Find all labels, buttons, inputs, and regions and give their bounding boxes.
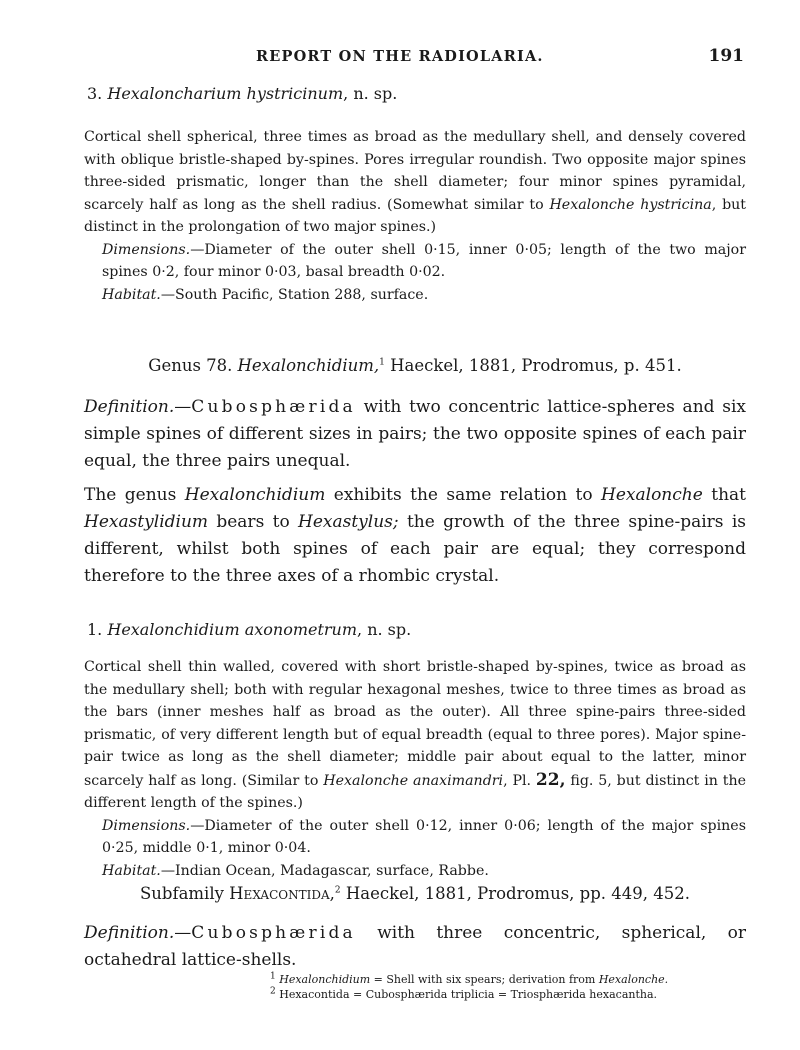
definition-group: Cubosphærida bbox=[191, 923, 356, 943]
species-3-description-text: Cortical shell spherical, three times as broad as the medullary shell, and densely covered with oblique bristle-shaped by-spines. Pores irregular roundish. Two opposite major spines three-sided prismatic, longer than the shell diameter; four minor spines pyramidal, scarcely half as long as the shell radius. (Somewhat similar to bbox=[84, 129, 746, 213]
page-number: 191 bbox=[708, 46, 744, 66]
definition-text: with three concentric, spherical, or octahedral lattice-shells. bbox=[84, 923, 746, 970]
running-head bbox=[84, 46, 744, 72]
subfamily-prefix: Subfamily bbox=[139, 884, 230, 903]
species-3-compare-name: Hexalonche hystricina bbox=[549, 196, 712, 213]
species-3-number: 3. bbox=[87, 84, 103, 103]
habitat-label: Habitat. bbox=[102, 286, 161, 303]
footnote-mark-1: 1 bbox=[379, 357, 385, 368]
species-3-name: Hexaloncharium hystricinum bbox=[107, 84, 344, 103]
para-text-1: The genus bbox=[84, 485, 185, 505]
subfamily-definition bbox=[84, 920, 746, 974]
habitat-text: —South Pacific, Station 288, surface. bbox=[160, 286, 429, 303]
plate-number: 22, bbox=[535, 769, 566, 790]
running-title: REPORT ON THE RADIOLARIA. bbox=[256, 48, 544, 65]
definition-dash: — bbox=[174, 397, 192, 417]
definition-text: with two concentric lattice-spheres and six simple spines of different sizes in pairs; the two opposite spines of each pair equal, the three pairs unequal. bbox=[84, 397, 746, 471]
species-3-heading bbox=[84, 84, 746, 103]
habitat-text: —Indian Ocean, Madagascar, surface, Rabbe. bbox=[160, 862, 489, 879]
para-text-3: that bbox=[702, 485, 746, 505]
subfamily-suffix: Haeckel, 1881, Prodromus, pp. 449, 452. bbox=[340, 884, 691, 903]
footnote-2-mark: 2 bbox=[270, 986, 276, 997]
footnote-2 bbox=[270, 987, 740, 1002]
subfamily-definition-paragraph bbox=[84, 920, 746, 974]
footnote-1-text: = Shell with six spears; derivation from bbox=[370, 973, 599, 986]
para-text-5: the growth of the three spine-pairs is different, whilst both spines of each pair are equal; they correspond therefore to the three axes of a rhombic crystal. bbox=[84, 512, 746, 586]
subfamily-name: Hexacontida, bbox=[229, 884, 335, 903]
genus-name: Hexalonchidium, bbox=[237, 356, 380, 375]
para-text-4: bears to bbox=[208, 512, 299, 532]
footnote-1 bbox=[270, 972, 740, 987]
para-name-3: Hexastylidium bbox=[84, 512, 209, 532]
species-3-habitat bbox=[84, 284, 746, 307]
genus-discussion bbox=[84, 482, 746, 590]
species-1-body bbox=[84, 656, 746, 882]
para-name-4: Hexastylus; bbox=[298, 512, 399, 532]
species-1-name: Hexalonchidium axonometrum bbox=[107, 620, 358, 639]
genus-definition-paragraph bbox=[84, 394, 746, 475]
para-name-2: Hexalonche bbox=[601, 485, 703, 505]
species-1-compare-name: Hexalonche anaximandri bbox=[323, 772, 504, 789]
subfamily-heading bbox=[84, 884, 746, 903]
species-3-body bbox=[84, 126, 746, 306]
footnotes bbox=[270, 972, 740, 1002]
footnote-1-mark: 1 bbox=[270, 971, 276, 982]
species-3-suffix: , n. sp. bbox=[343, 84, 398, 103]
footnote-1-name2: Hexalonche. bbox=[598, 973, 669, 986]
species-1-number: 1. bbox=[87, 620, 103, 639]
dimensions-text: —Diameter of the outer shell 0·12, inner 0·06; length of the major spines 0·25, middle 0·1, minor 0·04. bbox=[102, 817, 746, 856]
definition-label: Definition. bbox=[84, 397, 175, 417]
genus-discussion-paragraph bbox=[84, 482, 746, 590]
footnote-2-text: Hexacontida = Cubosphærida triplicia = Triosphærida hexacantha. bbox=[279, 988, 658, 1001]
plate-end: fig. 5, but distinct in the different length of the spines.) bbox=[84, 772, 747, 811]
definition-label: Definition. bbox=[84, 923, 175, 943]
species-1-heading bbox=[84, 620, 746, 639]
species-1-suffix: , n. sp. bbox=[357, 620, 412, 639]
genus-prefix: Genus 78. bbox=[148, 356, 233, 375]
species-1-description bbox=[84, 656, 746, 815]
footnote-mark-2: 2 bbox=[334, 885, 341, 896]
habitat-label: Habitat. bbox=[102, 862, 161, 879]
species-3-description-end: , but distinct in the prolongation of two major spines.) bbox=[84, 196, 746, 235]
species-1-description-text: Cortical shell thin walled, covered with short bristle-shaped by-spines, twice as broad as the medullary shell; both with regular hexagonal meshes, twice to three times as broad as the bars (inner meshes half as broad as the outer). All three spine-pairs three-sided prismatic, of very different length but of equal breadth (equal to three pores). Major spine-pair twice as long as the shell diameter; middle pair about equal to the latter, minor scarcely half as long. (Similar to bbox=[84, 659, 746, 789]
genus-suffix: Haeckel, 1881, Prodromus, p. 451. bbox=[384, 356, 682, 375]
species-1-habitat bbox=[84, 860, 746, 883]
species-3-dimensions bbox=[84, 239, 746, 284]
genus-definition bbox=[84, 394, 746, 475]
dimensions-label: Dimensions. bbox=[102, 241, 191, 258]
plate-ref: , Pl. bbox=[503, 772, 536, 789]
dimensions-text: —Diameter of the outer shell 0·15, inner 0·05; length of the two major spines 0·2, four minor 0·03, basal breadth 0·02. bbox=[102, 241, 746, 280]
definition-group: Cubosphærida bbox=[191, 397, 356, 417]
definition-dash: — bbox=[174, 923, 192, 943]
para-text-2: exhibits the same relation to bbox=[325, 485, 602, 505]
genus-heading bbox=[84, 356, 746, 375]
para-name-1: Hexalonchidium bbox=[184, 485, 326, 505]
species-1-dimensions bbox=[84, 815, 746, 860]
dimensions-label: Dimensions. bbox=[102, 817, 191, 834]
footnote-1-name: Hexalonchidium bbox=[279, 973, 371, 986]
species-3-description bbox=[84, 126, 746, 239]
